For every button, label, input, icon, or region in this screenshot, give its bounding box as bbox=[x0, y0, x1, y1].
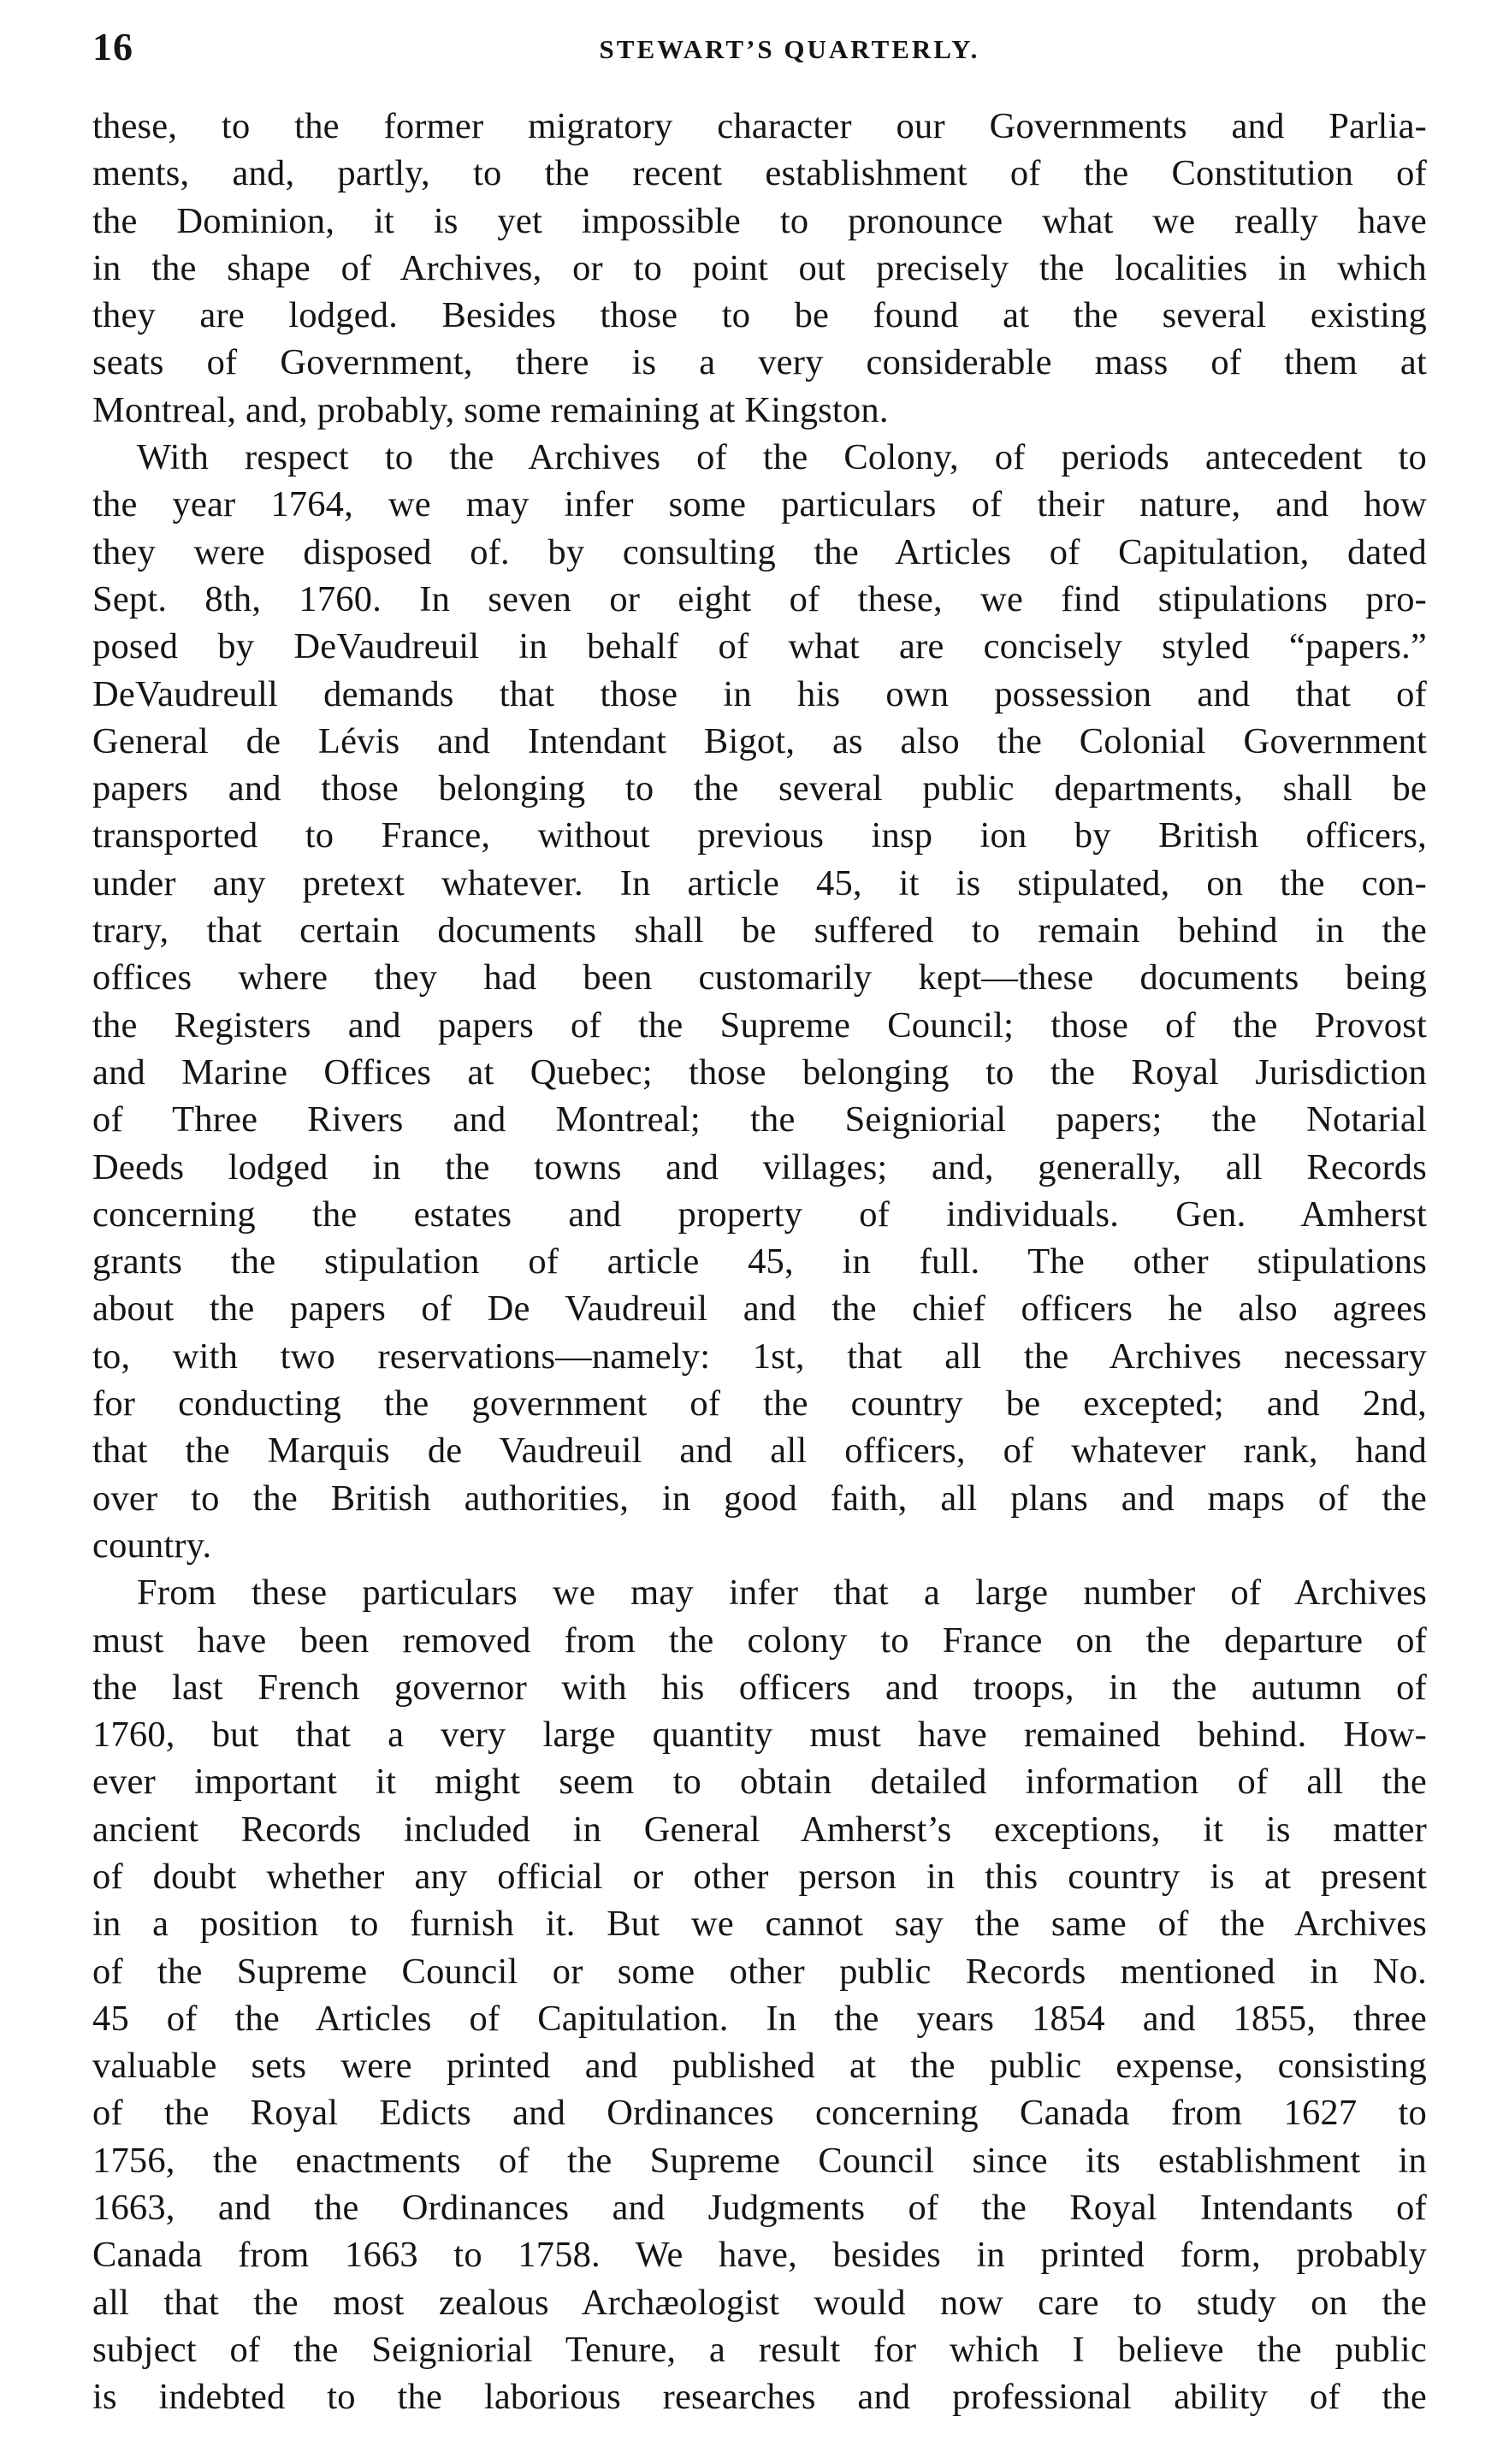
text-line: posed by DeVaudreuil in behalf of what are concisely styled “papers.” bbox=[92, 626, 1427, 667]
text-line: Deeds lodged in the towns and villages; and, generally, all Records bbox=[92, 1146, 1427, 1188]
text-line: the Registers and papers of the Supreme Council; those of the Provost bbox=[92, 1004, 1427, 1045]
text-line: DeVaudreull demands that those in his own possession and that of bbox=[92, 673, 1427, 714]
text-line: all that the most zealous Archæologist would now care to study on the bbox=[92, 2282, 1427, 2323]
text-line: Sept. 8th, 1760. In seven or eight of these, we find stipulations pro- bbox=[92, 578, 1427, 619]
text-line: papers and those belonging to the several public departments, shall be bbox=[92, 768, 1427, 809]
page-number: 16 bbox=[92, 25, 133, 68]
text-line: 1756, the enactments of the Supreme Council since its establishment in bbox=[92, 2140, 1427, 2181]
text-line: ments, and, partly, to the recent establishment of the Constitution of bbox=[92, 153, 1427, 194]
text-line: of Three Rivers and Montreal; the Seigniorial papers; the Notarial bbox=[92, 1099, 1427, 1140]
text-line: General de Lévis and Intendant Bigot, as also the Colonial Government bbox=[92, 720, 1427, 761]
journal-title: STEWART’S QUARTERLY. bbox=[599, 34, 980, 64]
text-line: of the Supreme Council or some other public Records mentioned in No. bbox=[92, 1951, 1427, 1992]
text-line: for conducting the government of the country be excepted; and 2nd, bbox=[92, 1383, 1427, 1424]
text-line: With respect to the Archives of the Colony, of periods antecedent to bbox=[137, 437, 1427, 478]
text-line: concerning the estates and property of individuals. Gen. Amherst bbox=[92, 1194, 1427, 1235]
text-line: of doubt whether any official or other person in this country is at present bbox=[92, 1856, 1427, 1897]
text-line: 45 of the Articles of Capitulation. In the years 1854 and 1855, three bbox=[92, 1998, 1427, 2039]
text-line: must have been removed from the colony to France on the departure of bbox=[92, 1620, 1427, 1661]
text-line: grants the stipulation of article 45, in full. The other stipulations bbox=[92, 1241, 1427, 1282]
text-line: seats of Government, there is a very considerable mass of them at bbox=[92, 342, 1427, 383]
book-page bbox=[92, 24, 1427, 2421]
text-line: subject of the Seigniorial Tenure, a result for which I believe the public bbox=[92, 2329, 1427, 2370]
text-line: to, with two reservations—namely: 1st, that all the Archives necessary bbox=[92, 1336, 1427, 1377]
text-line: they are lodged. Besides those to be found at the several existing bbox=[92, 295, 1427, 336]
text-line: and Marine Offices at Quebec; those belonging to the Royal Jurisdiction bbox=[92, 1051, 1427, 1093]
text-line: the year 1764, we may infer some particulars of their nature, and how bbox=[92, 484, 1427, 525]
text-line: ever important it might seem to obtain detailed information of all the bbox=[92, 1762, 1427, 1803]
text-line: over to the British authorities, in good faith, all plans and maps of the bbox=[92, 1478, 1427, 1519]
text-line: transported to France, without previous insp ion by British officers, bbox=[92, 815, 1427, 856]
text-line: is indebted to the laborious researches and professional ability of the bbox=[92, 2377, 1427, 2418]
text-line: 1663, and the Ordinances and Judgments of the Royal Intendants of bbox=[92, 2188, 1427, 2229]
text-line: under any pretext whatever. In article 45, it is stipulated, on the con- bbox=[92, 862, 1427, 903]
text-line: these, to the former migratory character our Governments and Parlia- bbox=[92, 106, 1427, 146]
text-line: country. bbox=[92, 1525, 212, 1566]
text-line: in a position to furnish it. But we cannot say the same of the Archives bbox=[92, 1904, 1427, 1945]
text-line: in the shape of Archives, or to point out precisely the localities in which bbox=[92, 247, 1427, 288]
text-line: valuable sets were printed and published at the public expense, consisting bbox=[92, 2046, 1427, 2087]
text-line: From these particulars we may infer that a large number of Archives bbox=[137, 1573, 1427, 1614]
body-text bbox=[92, 103, 1427, 2421]
text-line: that the Marquis de Vaudreuil and all officers, of whatever rank, hand bbox=[92, 1430, 1427, 1472]
text-line: they were disposed of. by consulting the Articles of Capitulation, dated bbox=[92, 531, 1427, 572]
text-line: offices where they had been customarily kept—these documents being bbox=[92, 957, 1427, 998]
text-line: the Dominion, it is yet impossible to pronounce what we really have bbox=[92, 200, 1427, 241]
text-line: 1760, but that a very large quantity must have remained behind. How- bbox=[92, 1715, 1427, 1756]
text-line: Canada from 1663 to 1758. We have, besides in printed form, probably bbox=[92, 2235, 1427, 2276]
text-line: about the papers of De Vaudreuil and the chief officers he also agrees bbox=[92, 1288, 1427, 1330]
text-line: Montreal, and, probably, some remaining at Kingston. bbox=[92, 389, 889, 430]
text-line: ancient Records included in General Amherst’s exceptions, it is matter bbox=[92, 1809, 1427, 1850]
running-head bbox=[92, 24, 1427, 75]
text-line: of the Royal Edicts and Ordinances concerning Canada from 1627 to bbox=[92, 2093, 1427, 2134]
text-line: trary, that certain documents shall be suffered to remain behind in the bbox=[92, 910, 1427, 951]
text-line: the last French governor with his officers and troops, in the autumn of bbox=[92, 1667, 1427, 1708]
